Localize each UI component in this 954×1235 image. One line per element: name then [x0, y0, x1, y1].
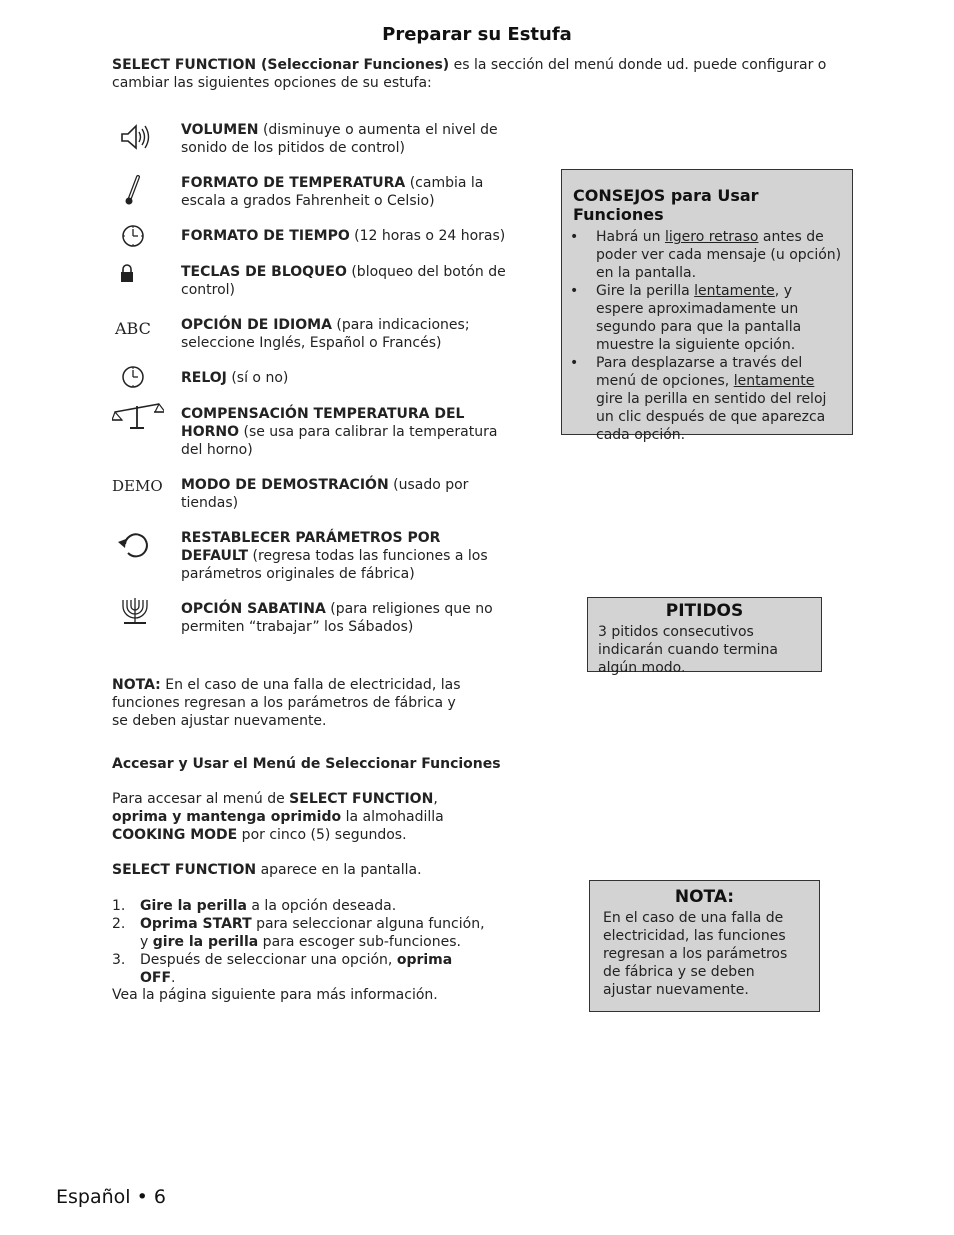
- tips-title: CONSEJOS para Usar Funciones: [573, 186, 759, 224]
- step-text: a la opción deseada.: [246, 898, 397, 914]
- option-text: [181, 600, 511, 636]
- tip-text: Habrá un: [596, 229, 665, 245]
- step-bold: gire la perilla: [152, 934, 259, 950]
- thermometer-icon: [112, 174, 158, 208]
- option-oven-offset: [112, 405, 512, 463]
- tip-item: [562, 282, 852, 354]
- option-desc: (para religiones que no permiten “trabajar” los Sábados): [181, 601, 493, 635]
- step-item: [112, 915, 492, 951]
- step-bold: oprima OFF: [140, 952, 453, 986]
- option-text: [181, 316, 511, 352]
- option-text: [181, 476, 511, 512]
- option-desc: (bloqueo del botón de control): [181, 264, 506, 298]
- beeps-title: PITIDOS: [665, 601, 744, 621]
- beeps-box: [587, 597, 822, 676]
- option-restore-defaults: [112, 529, 512, 587]
- step-text: .: [171, 970, 176, 986]
- option-desc: (regresa todas las funciones a los parámetros originales de fábrica): [181, 548, 488, 582]
- note-box-text: En el caso de una falla de electricidad, las funciones regresan a los parámetros de fábrica y se deben ajustar nuevamente.: [603, 910, 788, 998]
- option-desc: (se usa para calibrar la temperatura del horno): [181, 424, 498, 458]
- display-text: aparece en la pantalla.: [256, 862, 422, 878]
- tip-text: antes de poder ver cada mensaje (u opción) en la pantalla.: [596, 229, 842, 281]
- option-label: TECLAS DE BLOQUEO: [181, 264, 347, 280]
- option-text: [181, 529, 511, 583]
- step-number: 2.: [112, 916, 126, 932]
- beeps-text: 3 pitidos consecutivos indicarán cuando termina algún modo.: [598, 624, 778, 676]
- tips-list: [562, 228, 852, 444]
- option-desc: (usado por tiendas): [181, 477, 469, 511]
- access-bold: oprima y mantenga oprimido: [112, 809, 342, 825]
- tip-item: [562, 354, 852, 444]
- option-text: [181, 263, 511, 299]
- clock-icon: [112, 221, 158, 255]
- steps-list: [112, 897, 492, 987]
- step-number: 3.: [112, 952, 126, 968]
- option-desc: (disminuye o aumenta el nivel de sonido de los pitidos de control): [181, 122, 498, 156]
- option-desc: (para indicaciones; seleccione Inglés, Español o Francés): [181, 317, 470, 351]
- tip-underlined: ligero retraso: [664, 229, 759, 245]
- option-label: OPCIÓN DE IDIOMA: [181, 317, 332, 333]
- lock-icon: [112, 263, 158, 297]
- tip-text: Gire la perilla: [596, 283, 695, 299]
- tip-text: gire la perilla en sentido del reloj un clic después de que aparezca cada opción.: [596, 391, 827, 443]
- bullet-icon: •: [570, 229, 579, 245]
- step-number: 1.: [112, 898, 126, 914]
- option-text: [181, 369, 511, 387]
- closing-paragraph: Vea la página siguiente para más información.: [112, 987, 438, 1003]
- option-label: RELOJ: [181, 370, 227, 386]
- abc-icon: ABC: [115, 319, 151, 338]
- bullet-icon: •: [570, 283, 579, 299]
- access-heading: Accesar y Usar el Menú de Seleccionar Funciones: [112, 756, 501, 772]
- tips-box: [561, 169, 853, 443]
- intro-bold: SELECT FUNCTION (Seleccionar Funciones): [112, 57, 450, 73]
- access-bold: COOKING MODE: [112, 827, 238, 843]
- display-paragraph: [112, 861, 502, 879]
- option-language: [112, 316, 512, 356]
- access-text: por cinco (5) segundos.: [237, 827, 407, 843]
- note-box-title: NOTA:: [674, 887, 735, 907]
- step-text: para seleccionar alguna función, y: [140, 916, 485, 950]
- option-desc: (sí o no): [226, 370, 289, 386]
- option-text: [181, 405, 511, 459]
- step-item: [112, 951, 492, 987]
- tip-text: Para desplazarse a través del menú de opciones,: [596, 355, 803, 389]
- option-text: [181, 121, 511, 157]
- intro-paragraph: [112, 56, 882, 92]
- demo-icon: DEMO: [112, 477, 163, 495]
- step-text: para escoger sub-funciones.: [258, 934, 461, 950]
- option-desc: (12 horas o 24 horas): [349, 228, 506, 244]
- step-item: [112, 897, 492, 915]
- option-sabbath: [112, 600, 512, 640]
- option-text: [181, 174, 511, 210]
- balance-scale-icon: [112, 400, 164, 434]
- option-clock: [112, 369, 512, 391]
- reset-arrow-icon: [112, 529, 158, 563]
- intro-text: es la sección del menú donde ud. puede configurar o cambiar las siguientes opciones de su estufa:: [112, 57, 827, 91]
- option-label: FORMATO DE TEMPERATURA: [181, 175, 406, 191]
- note-box: [589, 880, 820, 1012]
- tip-text: , y espere aproximadamente un segundo para que la pantalla muestre la siguiente opción.: [596, 283, 802, 353]
- access-bold: SELECT FUNCTION: [289, 791, 434, 807]
- option-time-format: [112, 227, 512, 249]
- option-label: OPCIÓN SABATINA: [181, 601, 326, 617]
- note-label: NOTA:: [112, 677, 161, 693]
- access-text: la almohadilla: [341, 809, 444, 825]
- access-text: ,: [433, 791, 438, 807]
- option-demo-mode: [112, 476, 512, 516]
- access-text: Para accesar al menú de: [112, 791, 290, 807]
- option-text: [181, 227, 511, 245]
- tip-underlined: lentamente: [733, 373, 815, 389]
- option-label: RESTABLECER PARÁMETROS POR DEFAULT: [181, 530, 441, 564]
- note-text: En el caso de una falla de electricidad, las funciones regresan a los parámetros de fábrica y se deben ajustar nuevamente.: [112, 677, 461, 729]
- display-bold: SELECT FUNCTION: [112, 862, 257, 878]
- bullet-icon: •: [570, 355, 579, 371]
- tip-item: [562, 228, 852, 282]
- option-key-lock: [112, 263, 512, 303]
- option-temperature-format: [112, 174, 512, 214]
- menorah-icon: [112, 596, 158, 630]
- access-paragraph: [112, 790, 492, 844]
- step-bold: Gire la perilla: [140, 898, 247, 914]
- note-paragraph: [112, 676, 472, 730]
- step-bold: Oprima START: [140, 916, 252, 932]
- option-label: MODO DE DEMOSTRACIÓN: [181, 477, 389, 493]
- option-label: VOLUMEN: [181, 122, 259, 138]
- tip-underlined: lentamente: [694, 283, 775, 299]
- speaker-icon: [112, 121, 158, 155]
- option-label: COMPENSACIÓN TEMPERATURA DEL HORNO: [181, 406, 465, 440]
- step-text: Después de seleccionar una opción,: [140, 952, 397, 968]
- option-volume: [112, 121, 512, 161]
- option-desc: (cambia la escala a grados Fahrenheit o Celsio): [181, 175, 484, 209]
- page-footer: Español • 6: [56, 1186, 166, 1208]
- page-title: Preparar su Estufa: [382, 24, 572, 45]
- option-label: FORMATO DE TIEMPO: [181, 228, 350, 244]
- clock-icon: [112, 363, 158, 397]
